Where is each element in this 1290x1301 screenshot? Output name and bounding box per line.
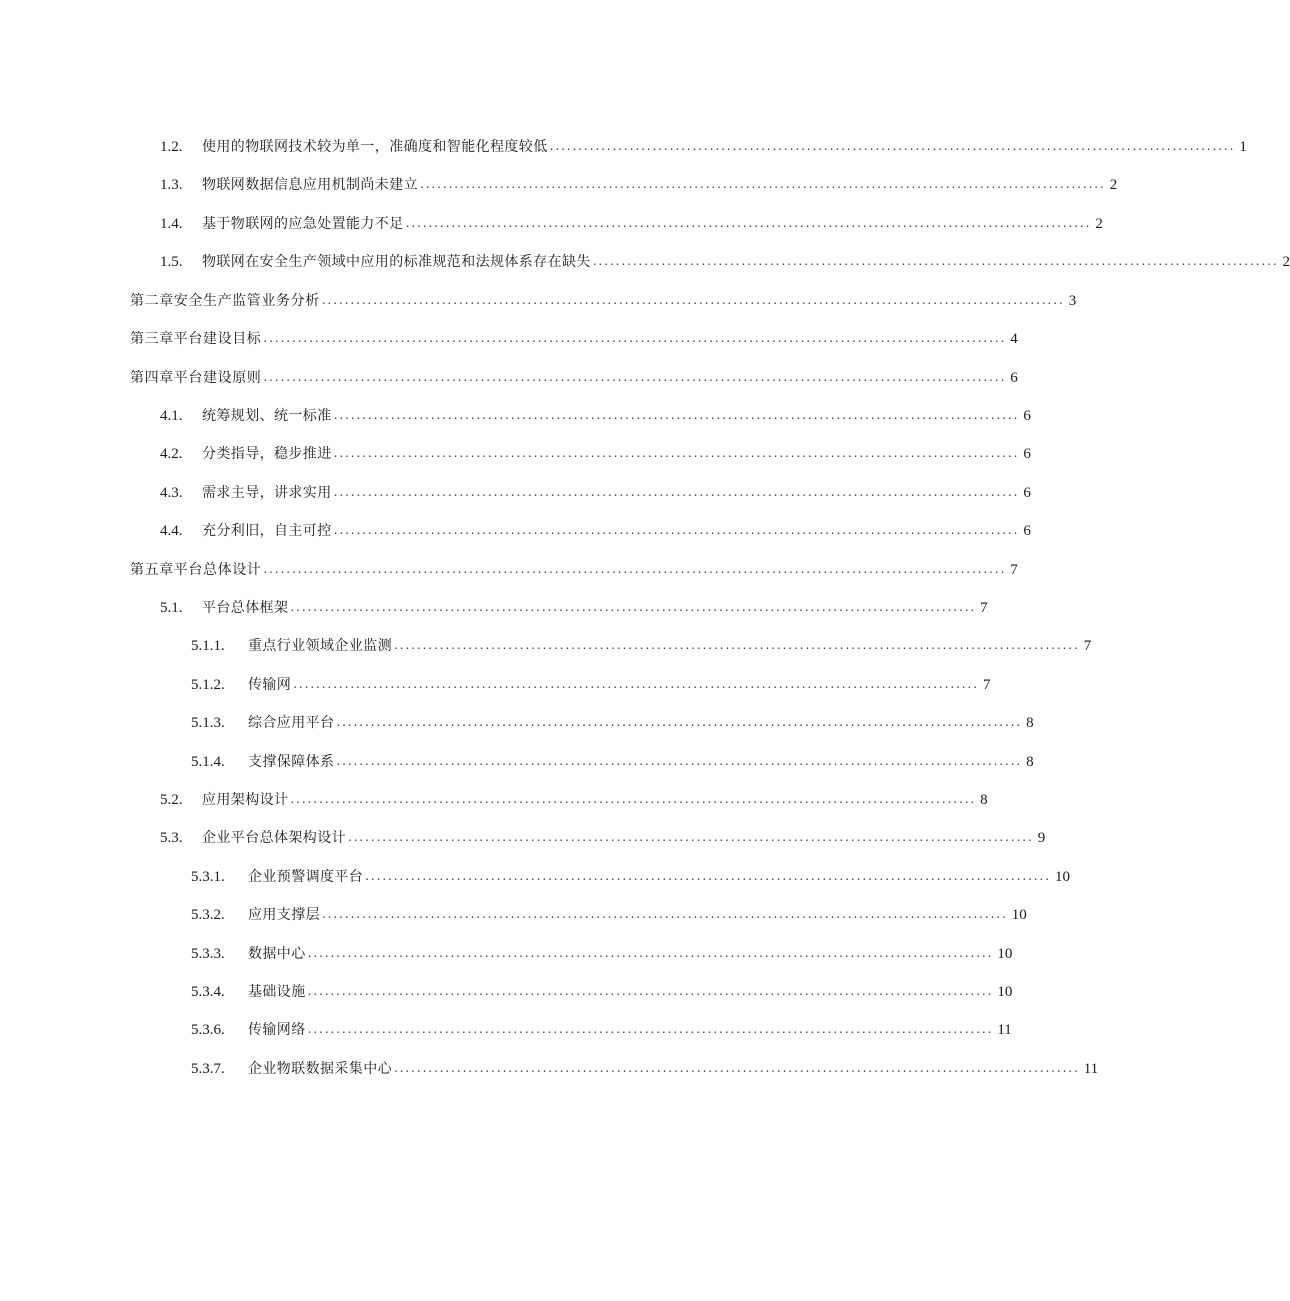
toc-entry-page: 7 bbox=[980, 600, 988, 616]
toc-dot-leader: ........................................................................................................................ bbox=[420, 177, 1106, 191]
toc-entry-title: 企业预警调度平台 bbox=[248, 869, 364, 885]
toc-dot-leader: ........................................................................................................................ bbox=[592, 254, 1279, 268]
toc-entry-page: 6 bbox=[1023, 523, 1031, 539]
toc-entry-title: 支撑保障体系 bbox=[248, 754, 335, 770]
toc-dot-leader: ........................................................................................................................ bbox=[293, 677, 979, 691]
toc-subentry[interactable] bbox=[191, 631, 1092, 655]
toc-dot-leader: ........................................................................................................................ bbox=[394, 638, 1080, 652]
toc-dot-leader: .................................................................................................................................. bbox=[321, 293, 1065, 307]
toc-entry-page: 2 bbox=[1095, 216, 1103, 232]
toc-entry-title: 基础设施 bbox=[248, 984, 306, 1000]
toc-entry-page: 4 bbox=[1010, 331, 1018, 347]
toc-entry-number: 5.3.2. bbox=[191, 907, 225, 923]
toc-entry-number: 5.2. bbox=[160, 792, 183, 808]
toc-entry-number: 5.1.3. bbox=[191, 715, 225, 731]
toc-entry-title: 平台总体框架 bbox=[202, 600, 289, 616]
toc-chapter[interactable] bbox=[130, 286, 1077, 310]
toc-entry-number: 1.2. bbox=[160, 139, 183, 155]
toc-entry-number: 4.2. bbox=[160, 446, 183, 462]
toc-entry-number: 5.1.4. bbox=[191, 754, 225, 770]
toc-entry-page: 2 bbox=[1109, 177, 1118, 193]
toc-entry[interactable] bbox=[160, 209, 1103, 233]
toc-dot-leader: ........................................................................................................................ bbox=[307, 1022, 994, 1036]
toc-dot-leader: ........................................................................................................................ bbox=[333, 523, 1020, 537]
toc-entry-page: 9 bbox=[1037, 830, 1046, 846]
toc-dot-leader: ........................................................................................................................ bbox=[333, 408, 1020, 422]
toc-entry-page: 6 bbox=[1023, 408, 1031, 424]
toc-entry-title: 应用支撑层 bbox=[248, 907, 320, 923]
toc-entry-title: 应用架构设计 bbox=[202, 792, 289, 808]
toc-entry-title: 企业物联数据采集中心 bbox=[248, 1061, 392, 1077]
toc-chapter-title: 第五章平台总体设计 bbox=[130, 562, 262, 578]
toc-dot-leader: ........................................................................................................................ bbox=[307, 984, 994, 998]
toc-dot-leader: ........................................................................................................................ bbox=[394, 1061, 1080, 1075]
toc-entry-number: 4.1. bbox=[160, 408, 183, 424]
toc-dot-leader: ........................................................................................................................ bbox=[405, 216, 1092, 230]
toc-entry-page: 11 bbox=[997, 1022, 1012, 1038]
toc-entry[interactable] bbox=[160, 439, 1031, 463]
toc-dot-leader: ........................................................................................................................ bbox=[333, 446, 1020, 460]
toc-dot-leader: ........................................................................................................................ bbox=[336, 715, 1023, 729]
toc-dot-leader: ........................................................................................................................ bbox=[290, 600, 977, 614]
toc-entry-page: 8 bbox=[980, 792, 988, 808]
toc-dot-leader: ........................................................................................................................ bbox=[348, 830, 1034, 844]
toc-entry-title: 企业平台总体架构设计 bbox=[202, 830, 346, 846]
toc-subentry[interactable] bbox=[191, 747, 1034, 771]
toc-entry-number: 5.3.7. bbox=[191, 1061, 225, 1077]
toc-entry[interactable] bbox=[160, 170, 1118, 194]
toc-dot-leader: .................................................................................................................................. bbox=[263, 370, 1007, 384]
toc-chapter[interactable] bbox=[130, 555, 1018, 579]
toc-entry-title: 综合应用平台 bbox=[248, 715, 335, 731]
toc-entry-title: 使用的物联网技术较为单一，准确度和智能化程度较低 bbox=[202, 139, 548, 155]
toc-entry-page: 10 bbox=[1011, 907, 1027, 923]
toc-entry-page: 10 bbox=[1054, 869, 1070, 885]
toc-entry-page: 8 bbox=[1026, 754, 1034, 770]
toc-entry-title: 分类指导，稳步推进 bbox=[202, 446, 332, 462]
toc-entry-page: 7 bbox=[1010, 562, 1018, 578]
toc-entry-number: 5.3.6. bbox=[191, 1022, 225, 1038]
toc-chapter-title: 第二章安全生产监管业务分析 bbox=[130, 293, 320, 309]
toc-entry-number: 5.1.1. bbox=[191, 638, 225, 654]
toc-entry-page: 6 bbox=[1010, 370, 1018, 386]
toc-subentry[interactable] bbox=[191, 900, 1027, 924]
toc-entry-number: 5.3. bbox=[160, 830, 183, 846]
toc-dot-leader: ........................................................................................................................ bbox=[336, 754, 1023, 768]
toc-entry-page: 1 bbox=[1239, 139, 1247, 155]
toc-entry-title: 传输网 bbox=[248, 677, 292, 693]
toc-chapter-title: 第四章平台建设原则 bbox=[130, 370, 262, 386]
toc-entry[interactable] bbox=[160, 132, 1247, 156]
toc-entry-title: 需求主导，讲求实用 bbox=[202, 485, 332, 501]
toc-dot-leader: ........................................................................................................................ bbox=[290, 792, 977, 806]
toc-entry-title: 物联网数据信息应用机制尚未建立 bbox=[202, 177, 418, 193]
toc-entry-page: 10 bbox=[997, 946, 1013, 962]
toc-dot-leader: ........................................................................................................................ bbox=[322, 907, 1008, 921]
toc-subentry[interactable] bbox=[191, 977, 1013, 1001]
toc-chapter[interactable] bbox=[130, 324, 1018, 348]
toc-entry-page: 7 bbox=[1083, 638, 1092, 654]
toc-entry[interactable] bbox=[160, 516, 1031, 540]
toc-entry-title: 充分利旧，自主可控 bbox=[202, 523, 332, 539]
toc-subentry[interactable] bbox=[191, 670, 991, 694]
toc-entry-title: 物联网在安全生产领域中应用的标准规范和法规体系存在缺失 bbox=[202, 254, 591, 270]
toc-subentry[interactable] bbox=[191, 862, 1070, 886]
toc-entry[interactable] bbox=[160, 401, 1031, 425]
toc-entry-number: 5.3.3. bbox=[191, 946, 225, 962]
toc-entry-page: 2 bbox=[1282, 254, 1290, 270]
toc-entry[interactable] bbox=[160, 478, 1031, 502]
toc-subentry[interactable] bbox=[191, 1015, 1012, 1039]
toc-entry-title: 基于物联网的应急处置能力不足 bbox=[202, 216, 404, 232]
toc-entry-page: 7 bbox=[982, 677, 991, 693]
toc-subentry[interactable] bbox=[191, 939, 1013, 963]
toc-entry-title: 重点行业领域企业监测 bbox=[248, 638, 392, 654]
toc-entry-title: 数据中心 bbox=[248, 946, 306, 962]
toc-entry-number: 1.4. bbox=[160, 216, 183, 232]
toc-entry-page: 11 bbox=[1083, 1061, 1099, 1077]
toc-entry-title: 统筹规划、统一标准 bbox=[202, 408, 332, 424]
toc-dot-leader: ........................................................................................................................ bbox=[365, 869, 1051, 883]
toc-entry-number: 5.3.4. bbox=[191, 984, 225, 1000]
toc-chapter[interactable] bbox=[130, 363, 1018, 387]
toc-dot-leader: ........................................................................................................................ bbox=[333, 485, 1020, 499]
toc-entry[interactable] bbox=[160, 785, 988, 809]
toc-entry[interactable] bbox=[160, 247, 1290, 271]
toc-entry-number: 4.4. bbox=[160, 523, 183, 539]
toc-entry-number: 5.3.1. bbox=[191, 869, 225, 885]
toc-entry-page: 6 bbox=[1023, 485, 1031, 501]
toc-entry[interactable] bbox=[160, 593, 988, 617]
toc-dot-leader: .................................................................................................................................. bbox=[263, 562, 1007, 576]
toc-entry-number: 1.3. bbox=[160, 177, 183, 193]
toc-entry-number: 4.3. bbox=[160, 485, 183, 501]
toc-entry[interactable] bbox=[160, 823, 1046, 847]
toc-entry-number: 5.1. bbox=[160, 600, 183, 616]
toc-entry-page: 10 bbox=[997, 984, 1013, 1000]
toc-entry-page: 6 bbox=[1023, 446, 1031, 462]
toc-dot-leader: ........................................................................................................................ bbox=[307, 946, 994, 960]
toc-subentry[interactable] bbox=[191, 708, 1034, 732]
toc-entry-page: 3 bbox=[1068, 293, 1077, 309]
toc-dot-leader: ........................................................................................................................ bbox=[549, 139, 1236, 153]
toc-subentry[interactable] bbox=[191, 1054, 1099, 1078]
toc-entry-number: 1.5. bbox=[160, 254, 183, 270]
toc-chapter-title: 第三章平台建设目标 bbox=[130, 331, 262, 347]
toc-entry-title: 传输网络 bbox=[248, 1022, 306, 1038]
toc-entry-page: 8 bbox=[1026, 715, 1034, 731]
toc-dot-leader: .................................................................................................................................. bbox=[263, 331, 1007, 345]
toc-entry-number: 5.1.2. bbox=[191, 677, 225, 693]
